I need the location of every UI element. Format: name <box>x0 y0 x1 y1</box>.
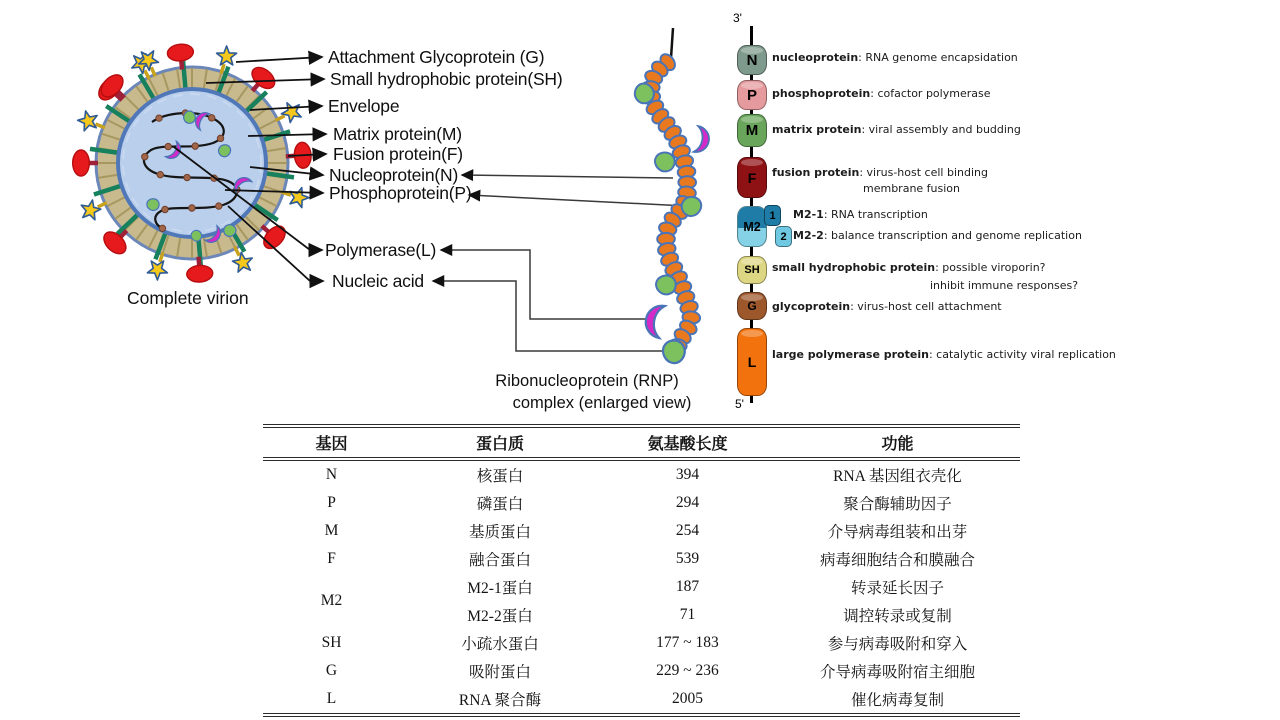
table-cell: L <box>326 690 337 707</box>
table-cell: 394 <box>675 466 700 483</box>
gene-box-G <box>737 292 767 320</box>
rnp-caption-line2: complex (enlarged view) <box>512 394 692 412</box>
column-header-length: 氨基酸长度 <box>600 426 775 459</box>
table-cell: 催化病毒复制 <box>850 692 944 709</box>
table-row <box>263 545 1020 573</box>
table-cell: 吸附蛋白 <box>468 664 531 681</box>
genome-3prime-label: 3' <box>733 11 742 25</box>
table-cell: 介导病毒吸附宿主细胞 <box>819 664 975 681</box>
table-cell: 539 <box>675 550 700 567</box>
gene-desc-SH-line1: small hydrophobic protein: possible viroporin? <box>772 261 1046 274</box>
label-envelope: Envelope <box>328 96 400 116</box>
table-cell: P <box>327 494 336 511</box>
gene-box-N <box>737 45 767 75</box>
gene-symbol: G <box>747 299 757 313</box>
table-cell: 294 <box>675 494 700 511</box>
table-cell: 聚合酶辅助因子 <box>843 496 952 513</box>
gene-box-P <box>737 80 767 110</box>
gene-table <box>263 424 1020 717</box>
table-cell: 229 ~ 236 <box>656 662 719 679</box>
label-nucleic-acid: Nucleic acid <box>332 271 424 291</box>
table-cell: 磷蛋白 <box>476 496 524 513</box>
table-cell: 小疏水蛋白 <box>461 636 539 653</box>
table-cell: 177 ~ 183 <box>656 634 719 651</box>
gene-desc-F-line2: membrane fusion <box>863 182 961 195</box>
label-attachment-glycoprotein: Attachment Glycoprotein (G) <box>328 47 545 67</box>
table-cell: M2-1蛋白 <box>467 580 533 597</box>
gene-badge-M2-1: 1 <box>764 205 781 226</box>
table-cell: 介导病毒组装和出芽 <box>827 524 968 541</box>
gene-symbol: N <box>746 51 758 69</box>
table-cell: 融合蛋白 <box>468 552 531 569</box>
table-cell: M2-2蛋白 <box>467 608 533 625</box>
gene-box-L <box>737 328 767 396</box>
table-cell: 转录延长因子 <box>850 580 944 597</box>
gene-symbol: F <box>747 169 757 186</box>
table-cell-gene-m2: M2 <box>320 592 343 609</box>
gene-desc-M2-2: M2-2: balance transcription and genome replication <box>793 229 1082 242</box>
table-cell: RNA 聚合酶 <box>458 692 542 709</box>
gene-box-SH <box>737 256 767 284</box>
table-row <box>263 459 1020 489</box>
gene-box-F <box>737 157 767 198</box>
gene-symbol: M <box>745 122 759 139</box>
label-phosphoprotein: Phosphoprotein(P) <box>329 183 472 203</box>
table-cell: N <box>325 466 338 483</box>
gene-desc-N: nucleoprotein: RNA genome encapsidation <box>772 51 1018 64</box>
table-cell: 71 <box>679 606 696 623</box>
virion-illustration <box>73 43 312 283</box>
label-fusion-protein: Fusion protein(F) <box>333 144 463 164</box>
gene-symbol: P <box>746 86 757 104</box>
table-row <box>263 657 1020 685</box>
label-small-hydrophobic-protein: Small hydrophobic protein(SH) <box>330 69 563 89</box>
gene-desc-G: glycoprotein: virus-host cell attachment <box>772 300 1002 313</box>
table-cell: 187 <box>675 578 700 595</box>
gene-desc-M: matrix protein: viral assembly and budding <box>772 123 1021 136</box>
gene-badge-M2-2: 2 <box>775 226 792 247</box>
table-row <box>263 629 1020 657</box>
table-cell: RNA 基因组衣壳化 <box>833 468 962 485</box>
table-cell: 调控转录或复制 <box>843 608 952 625</box>
table-cell: 254 <box>675 522 700 539</box>
label-nucleoprotein: Nucleoprotein(N) <box>329 165 459 185</box>
gene-desc-M2-1: M2-1: RNA transcription <box>793 208 928 221</box>
gene-desc-P: phosphoprotein: cofactor polymerase <box>772 87 991 100</box>
table-row <box>263 517 1020 545</box>
table-cell: 参与病毒吸附和穿入 <box>827 636 968 653</box>
label-matrix-protein: Matrix protein(M) <box>333 124 462 144</box>
table-cell: F <box>327 550 336 567</box>
table-cell: SH <box>321 634 342 651</box>
genome-5prime-label: 5' <box>735 397 744 411</box>
gene-box-M <box>737 114 767 147</box>
gene-desc-SH-line2: inhibit immune responses? <box>930 279 1079 292</box>
table-cell: 核蛋白 <box>476 468 524 485</box>
gene-symbol: M2 <box>743 219 761 234</box>
table-row <box>263 489 1020 517</box>
column-header-function: 功能 <box>775 426 1020 459</box>
gene-symbol: L <box>747 354 757 370</box>
label-polymerase: Polymerase(L) <box>325 240 437 260</box>
rnp-chain-illustration <box>631 28 711 366</box>
gene-desc-L: large polymerase protein: catalytic activity viral replication <box>772 348 1116 361</box>
table-header-row <box>263 426 1020 459</box>
rnp-caption-line1: Ribonucleoprotein (RNP) <box>495 372 679 390</box>
column-header-gene: 基因 <box>263 426 400 459</box>
gene-desc-F-line1: fusion protein: virus-host cell binding <box>772 166 988 179</box>
gene-box-M2 <box>737 206 767 247</box>
table-cell: 病毒细胞结合和膜融合 <box>819 552 975 569</box>
table-cell: 基质蛋白 <box>468 524 531 541</box>
table-row <box>263 685 1020 715</box>
table-cell: G <box>325 662 338 679</box>
table-cell: M <box>324 522 339 539</box>
gene-symbol: SH <box>744 264 760 276</box>
virion-caption: Complete virion <box>127 288 249 308</box>
table-cell: 2005 <box>672 690 703 707</box>
column-header-protein: 蛋白质 <box>400 426 600 459</box>
table-row <box>263 573 1020 601</box>
